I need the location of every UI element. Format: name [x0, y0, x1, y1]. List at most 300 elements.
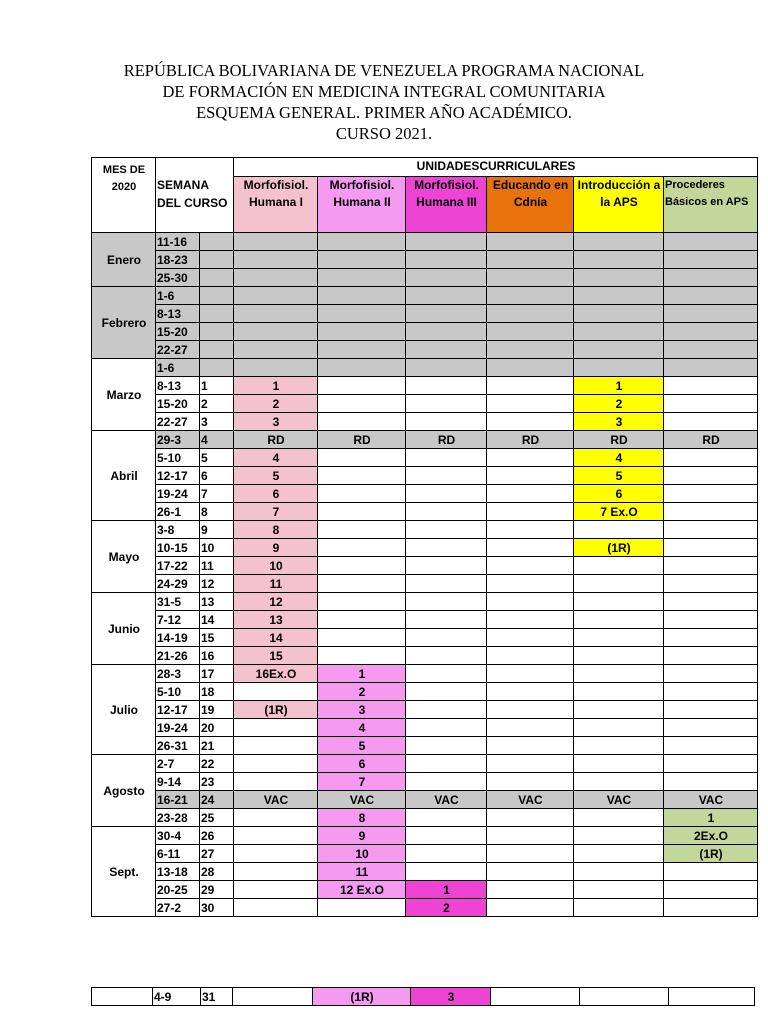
cell-procederes	[664, 269, 758, 287]
unit-header-mh2: Morfofisiol. Humana II	[318, 177, 406, 233]
cell-mh1: 2	[234, 395, 318, 413]
week-cell	[200, 305, 234, 323]
table-row	[92, 701, 758, 719]
week-cell: 22	[200, 755, 234, 773]
cell-aps	[574, 755, 664, 773]
cell-mh2: 8	[318, 809, 406, 827]
dates-cell: 13-18	[156, 863, 200, 881]
cell-procederes	[664, 287, 758, 305]
cell-educando	[487, 827, 574, 845]
table-row	[92, 988, 755, 1006]
dates-cell: 27-2	[156, 899, 200, 917]
week-cell: 10	[200, 539, 234, 557]
cell-procederes	[664, 629, 758, 647]
cell-aps	[574, 305, 664, 323]
cell-mh1: 3	[234, 413, 318, 431]
dates-cell: 14-19	[156, 629, 200, 647]
cell-mh3	[406, 287, 487, 305]
cell-mh3	[406, 485, 487, 503]
cell-mh3	[406, 863, 487, 881]
cell-mh1: 6	[234, 485, 318, 503]
cell-aps	[574, 233, 664, 251]
cell-mh3: VAC	[406, 791, 487, 809]
month-cell: Junio	[92, 593, 156, 665]
cell-mh1: 10	[234, 557, 318, 575]
cell-mh3	[406, 305, 487, 323]
cell-mh2	[318, 287, 406, 305]
table-row	[92, 413, 758, 431]
cell-procederes	[664, 305, 758, 323]
cell-mh1	[234, 845, 318, 863]
month-column-header: MES DE 2020	[92, 158, 156, 233]
cell-educando	[487, 503, 574, 521]
dates-cell: 28-3	[156, 665, 200, 683]
cell-mh2: 9	[318, 827, 406, 845]
cell-educando	[487, 899, 574, 917]
table-row	[92, 683, 758, 701]
cell-procederes	[664, 323, 758, 341]
cell-mh3	[406, 719, 487, 737]
table-row	[92, 467, 758, 485]
cell-aps	[580, 988, 669, 1006]
cell-mh2	[318, 575, 406, 593]
cell-mh3	[406, 611, 487, 629]
week-cell	[200, 251, 234, 269]
cell-educando	[487, 845, 574, 863]
cell-mh1	[234, 323, 318, 341]
cell-educando	[487, 665, 574, 683]
cell-procederes	[664, 611, 758, 629]
cell-educando	[487, 449, 574, 467]
table-row	[92, 485, 758, 503]
cell-mh2: 10	[318, 845, 406, 863]
cell-educando	[487, 413, 574, 431]
cell-mh3: 2	[406, 899, 487, 917]
cell-mh2	[318, 899, 406, 917]
dates-cell: 12-17	[156, 701, 200, 719]
cell-mh3	[406, 413, 487, 431]
cell-mh3: 3	[411, 988, 491, 1006]
cell-aps	[574, 251, 664, 269]
week-cell: 1	[200, 377, 234, 395]
week-cell: 31	[201, 988, 233, 1006]
cell-mh1	[234, 773, 318, 791]
cell-mh1: VAC	[234, 791, 318, 809]
table-row	[92, 305, 758, 323]
cell-mh1	[234, 359, 318, 377]
week-cell: 7	[200, 485, 234, 503]
cell-procederes	[664, 737, 758, 755]
week-cell: 16	[200, 647, 234, 665]
table-row	[92, 719, 758, 737]
cell-procederes: (1R)	[664, 845, 758, 863]
week-cell: 8	[200, 503, 234, 521]
unit-header-educando: Educando en Cdnía	[487, 177, 574, 233]
cell-mh2	[318, 323, 406, 341]
cell-aps	[574, 269, 664, 287]
cell-aps: 4	[574, 449, 664, 467]
cell-aps: 1	[574, 377, 664, 395]
table-row	[92, 251, 758, 269]
cell-mh1: 5	[234, 467, 318, 485]
table-row	[92, 323, 758, 341]
week-cell: 6	[200, 467, 234, 485]
cell-mh2: RD	[318, 431, 406, 449]
cell-mh2: 3	[318, 701, 406, 719]
cell-procederes: 2Ex.O	[664, 827, 758, 845]
cell-mh3	[406, 377, 487, 395]
cell-mh1	[234, 683, 318, 701]
cell-mh3	[406, 827, 487, 845]
cell-aps: 3	[574, 413, 664, 431]
cell-mh3	[406, 683, 487, 701]
dates-cell: 2-7	[156, 755, 200, 773]
week-cell: 5	[200, 449, 234, 467]
cell-mh2	[318, 593, 406, 611]
cell-procederes	[664, 773, 758, 791]
cell-mh2: 2	[318, 683, 406, 701]
dates-cell: 24-29	[156, 575, 200, 593]
cell-procederes	[664, 503, 758, 521]
cell-mh1: 14	[234, 629, 318, 647]
cell-procederes: 1	[664, 809, 758, 827]
dates-cell: 23-28	[156, 809, 200, 827]
cell-procederes: VAC	[664, 791, 758, 809]
cell-educando	[487, 341, 574, 359]
cell-aps: 6	[574, 485, 664, 503]
cell-aps	[574, 845, 664, 863]
week-cell: 21	[200, 737, 234, 755]
cell-mh1: 7	[234, 503, 318, 521]
cell-educando	[487, 539, 574, 557]
dates-cell: 11-16	[156, 233, 200, 251]
dates-cell: 1-6	[156, 287, 200, 305]
cell-procederes	[664, 341, 758, 359]
cell-educando	[487, 881, 574, 899]
week-cell: 27	[200, 845, 234, 863]
month-cell	[92, 988, 153, 1006]
week-cell	[200, 233, 234, 251]
week-cell: 3	[200, 413, 234, 431]
cell-mh3	[406, 701, 487, 719]
cell-mh1: 15	[234, 647, 318, 665]
cell-mh2: 5	[318, 737, 406, 755]
dates-cell: 5-10	[156, 449, 200, 467]
cell-educando	[487, 629, 574, 647]
cell-mh2: 12 Ex.O	[318, 881, 406, 899]
cell-educando	[487, 611, 574, 629]
cell-educando	[487, 701, 574, 719]
cell-mh1	[234, 287, 318, 305]
cell-procederes	[664, 485, 758, 503]
week-cell: 12	[200, 575, 234, 593]
week-cell	[200, 269, 234, 287]
cell-mh3	[406, 467, 487, 485]
cell-aps	[574, 611, 664, 629]
cell-aps	[574, 647, 664, 665]
cell-mh3: RD	[406, 431, 487, 449]
week-cell: 19	[200, 701, 234, 719]
cell-educando	[487, 809, 574, 827]
cell-mh3	[406, 359, 487, 377]
week-cell: 17	[200, 665, 234, 683]
cell-procederes	[664, 647, 758, 665]
month-cell: Julio	[92, 665, 156, 755]
cell-aps	[574, 359, 664, 377]
cell-mh2	[318, 377, 406, 395]
table-row	[92, 341, 758, 359]
dates-cell: 6-11	[156, 845, 200, 863]
cell-mh2	[318, 485, 406, 503]
week-cell	[200, 359, 234, 377]
cell-mh3	[406, 341, 487, 359]
cell-aps	[574, 719, 664, 737]
cell-mh2	[318, 305, 406, 323]
week-cell: 18	[200, 683, 234, 701]
week-cell: 28	[200, 863, 234, 881]
week-cell: 25	[200, 809, 234, 827]
cell-mh1	[234, 863, 318, 881]
dates-cell: 8-13	[156, 305, 200, 323]
cell-aps: 7 Ex.O	[574, 503, 664, 521]
cell-procederes	[664, 395, 758, 413]
table-row	[92, 863, 758, 881]
cell-procederes	[664, 719, 758, 737]
cell-educando	[487, 773, 574, 791]
table-row	[92, 233, 758, 251]
title-line-4: CURSO 2021.	[335, 124, 433, 143]
cell-mh2	[318, 233, 406, 251]
cell-procederes: RD	[664, 431, 758, 449]
cell-educando	[487, 755, 574, 773]
dates-cell: 21-26	[156, 647, 200, 665]
cell-aps	[574, 629, 664, 647]
cell-educando	[487, 485, 574, 503]
cell-aps: 5	[574, 467, 664, 485]
cell-mh2: 6	[318, 755, 406, 773]
cell-educando	[487, 557, 574, 575]
cell-procederes	[664, 251, 758, 269]
table-row	[92, 287, 758, 305]
cell-procederes	[664, 899, 758, 917]
cell-aps	[574, 323, 664, 341]
table-row	[92, 539, 758, 557]
cell-aps	[574, 827, 664, 845]
table-row	[92, 755, 758, 773]
table-row	[92, 809, 758, 827]
cell-educando	[487, 521, 574, 539]
week-cell: 9	[200, 521, 234, 539]
cell-mh2	[318, 467, 406, 485]
cell-aps: 2	[574, 395, 664, 413]
cell-mh3	[406, 629, 487, 647]
cell-educando	[487, 305, 574, 323]
cell-procederes	[664, 665, 758, 683]
cell-mh1: 16Ex.O	[234, 665, 318, 683]
month-cell: Abril	[92, 431, 156, 521]
cell-mh2	[318, 413, 406, 431]
cell-mh1	[234, 251, 318, 269]
cell-mh3	[406, 773, 487, 791]
continuation-table	[91, 987, 755, 1006]
schedule-table	[91, 157, 758, 917]
cell-mh3	[406, 251, 487, 269]
cell-mh2: 4	[318, 719, 406, 737]
table-row	[92, 395, 758, 413]
cell-mh2	[318, 395, 406, 413]
cell-mh2	[318, 611, 406, 629]
table-row	[92, 557, 758, 575]
cell-educando	[487, 395, 574, 413]
cell-mh3	[406, 593, 487, 611]
dates-cell: 15-20	[156, 323, 200, 341]
cell-aps: (1R)	[574, 539, 664, 557]
cell-mh1	[234, 269, 318, 287]
cell-mh3	[406, 323, 487, 341]
cell-educando	[487, 719, 574, 737]
cell-aps	[574, 287, 664, 305]
unit-header-aps: Introducción a la APS	[574, 177, 664, 233]
week-cell	[200, 323, 234, 341]
cell-mh2: (1R)	[313, 988, 411, 1006]
month-cell: Agosto	[92, 755, 156, 827]
table-row	[92, 449, 758, 467]
cell-mh1	[234, 341, 318, 359]
cell-mh3	[406, 521, 487, 539]
month-cell: Mayo	[92, 521, 156, 593]
cell-educando	[487, 359, 574, 377]
week-cell: 14	[200, 611, 234, 629]
cell-mh2	[318, 269, 406, 287]
dates-cell: 12-17	[156, 467, 200, 485]
table-row	[92, 503, 758, 521]
cell-mh1	[234, 305, 318, 323]
table-row	[92, 269, 758, 287]
cell-mh1: (1R)	[234, 701, 318, 719]
cell-mh1: 13	[234, 611, 318, 629]
cell-aps	[574, 593, 664, 611]
title-line-1: REPÚBLICA BOLIVARIANA DE VENEZUELA PROGRAMA NACIONAL	[123, 61, 645, 80]
table-row	[92, 647, 758, 665]
cell-procederes	[664, 449, 758, 467]
dates-cell: 8-13	[156, 377, 200, 395]
cell-mh2	[318, 251, 406, 269]
cell-mh3	[406, 665, 487, 683]
week-cell: 13	[200, 593, 234, 611]
cell-mh3	[406, 503, 487, 521]
title-line-3: ESQUEMA GENERAL. PRIMER AÑO ACADÉMICO.	[196, 103, 572, 122]
table-row	[92, 377, 758, 395]
cell-aps	[574, 899, 664, 917]
cell-mh1: 11	[234, 575, 318, 593]
week-cell: 24	[200, 791, 234, 809]
cell-procederes	[669, 988, 755, 1006]
cell-procederes	[664, 557, 758, 575]
cell-mh3: 1	[406, 881, 487, 899]
cell-mh1	[234, 809, 318, 827]
cell-mh1	[234, 719, 318, 737]
cell-mh1: 9	[234, 539, 318, 557]
cell-mh1	[234, 233, 318, 251]
table-row	[92, 791, 758, 809]
table-row	[92, 575, 758, 593]
week-cell	[200, 341, 234, 359]
cell-educando	[487, 251, 574, 269]
cell-aps	[574, 809, 664, 827]
cell-educando	[487, 575, 574, 593]
cell-mh2	[318, 359, 406, 377]
dates-cell: 22-27	[156, 413, 200, 431]
cell-educando: RD	[487, 431, 574, 449]
month-cell: Febrero	[92, 287, 156, 359]
cell-mh3	[406, 233, 487, 251]
cell-educando	[487, 683, 574, 701]
cell-aps	[574, 341, 664, 359]
table-row	[92, 827, 758, 845]
cell-educando	[487, 233, 574, 251]
cell-aps	[574, 521, 664, 539]
table-row	[92, 737, 758, 755]
cell-mh2: 1	[318, 665, 406, 683]
cell-mh1	[234, 827, 318, 845]
cell-aps	[574, 881, 664, 899]
dates-cell: 31-5	[156, 593, 200, 611]
cell-procederes	[664, 413, 758, 431]
dates-cell: 3-8	[156, 521, 200, 539]
table-row	[92, 881, 758, 899]
cell-mh3	[406, 269, 487, 287]
week-cell: 30	[200, 899, 234, 917]
cell-mh1: 8	[234, 521, 318, 539]
week-cell: 23	[200, 773, 234, 791]
dates-cell: 19-24	[156, 719, 200, 737]
cell-mh3	[406, 557, 487, 575]
dates-cell: 15-20	[156, 395, 200, 413]
cell-educando	[487, 863, 574, 881]
dates-cell: 9-14	[156, 773, 200, 791]
dates-cell: 29-3	[156, 431, 200, 449]
cell-procederes	[664, 377, 758, 395]
cell-aps	[574, 863, 664, 881]
week-cell: 2	[200, 395, 234, 413]
cell-mh2	[318, 503, 406, 521]
cell-procederes	[664, 575, 758, 593]
cell-educando	[487, 269, 574, 287]
week-cell: 4	[200, 431, 234, 449]
cell-mh1	[234, 737, 318, 755]
table-row	[92, 521, 758, 539]
cell-procederes	[664, 755, 758, 773]
cell-mh2	[318, 557, 406, 575]
dates-cell: 16-21	[156, 791, 200, 809]
cell-mh3	[406, 845, 487, 863]
cell-procederes	[664, 521, 758, 539]
dates-cell: 5-10	[156, 683, 200, 701]
table-row	[92, 845, 758, 863]
cell-aps	[574, 683, 664, 701]
dates-cell: 17-22	[156, 557, 200, 575]
dates-cell: 1-6	[156, 359, 200, 377]
cell-mh2	[318, 341, 406, 359]
cell-procederes	[664, 467, 758, 485]
cell-aps	[574, 701, 664, 719]
cell-educando	[491, 988, 580, 1006]
cell-mh2	[318, 539, 406, 557]
cell-mh3	[406, 449, 487, 467]
table-row	[92, 593, 758, 611]
cell-educando	[487, 647, 574, 665]
cell-mh1	[234, 899, 318, 917]
